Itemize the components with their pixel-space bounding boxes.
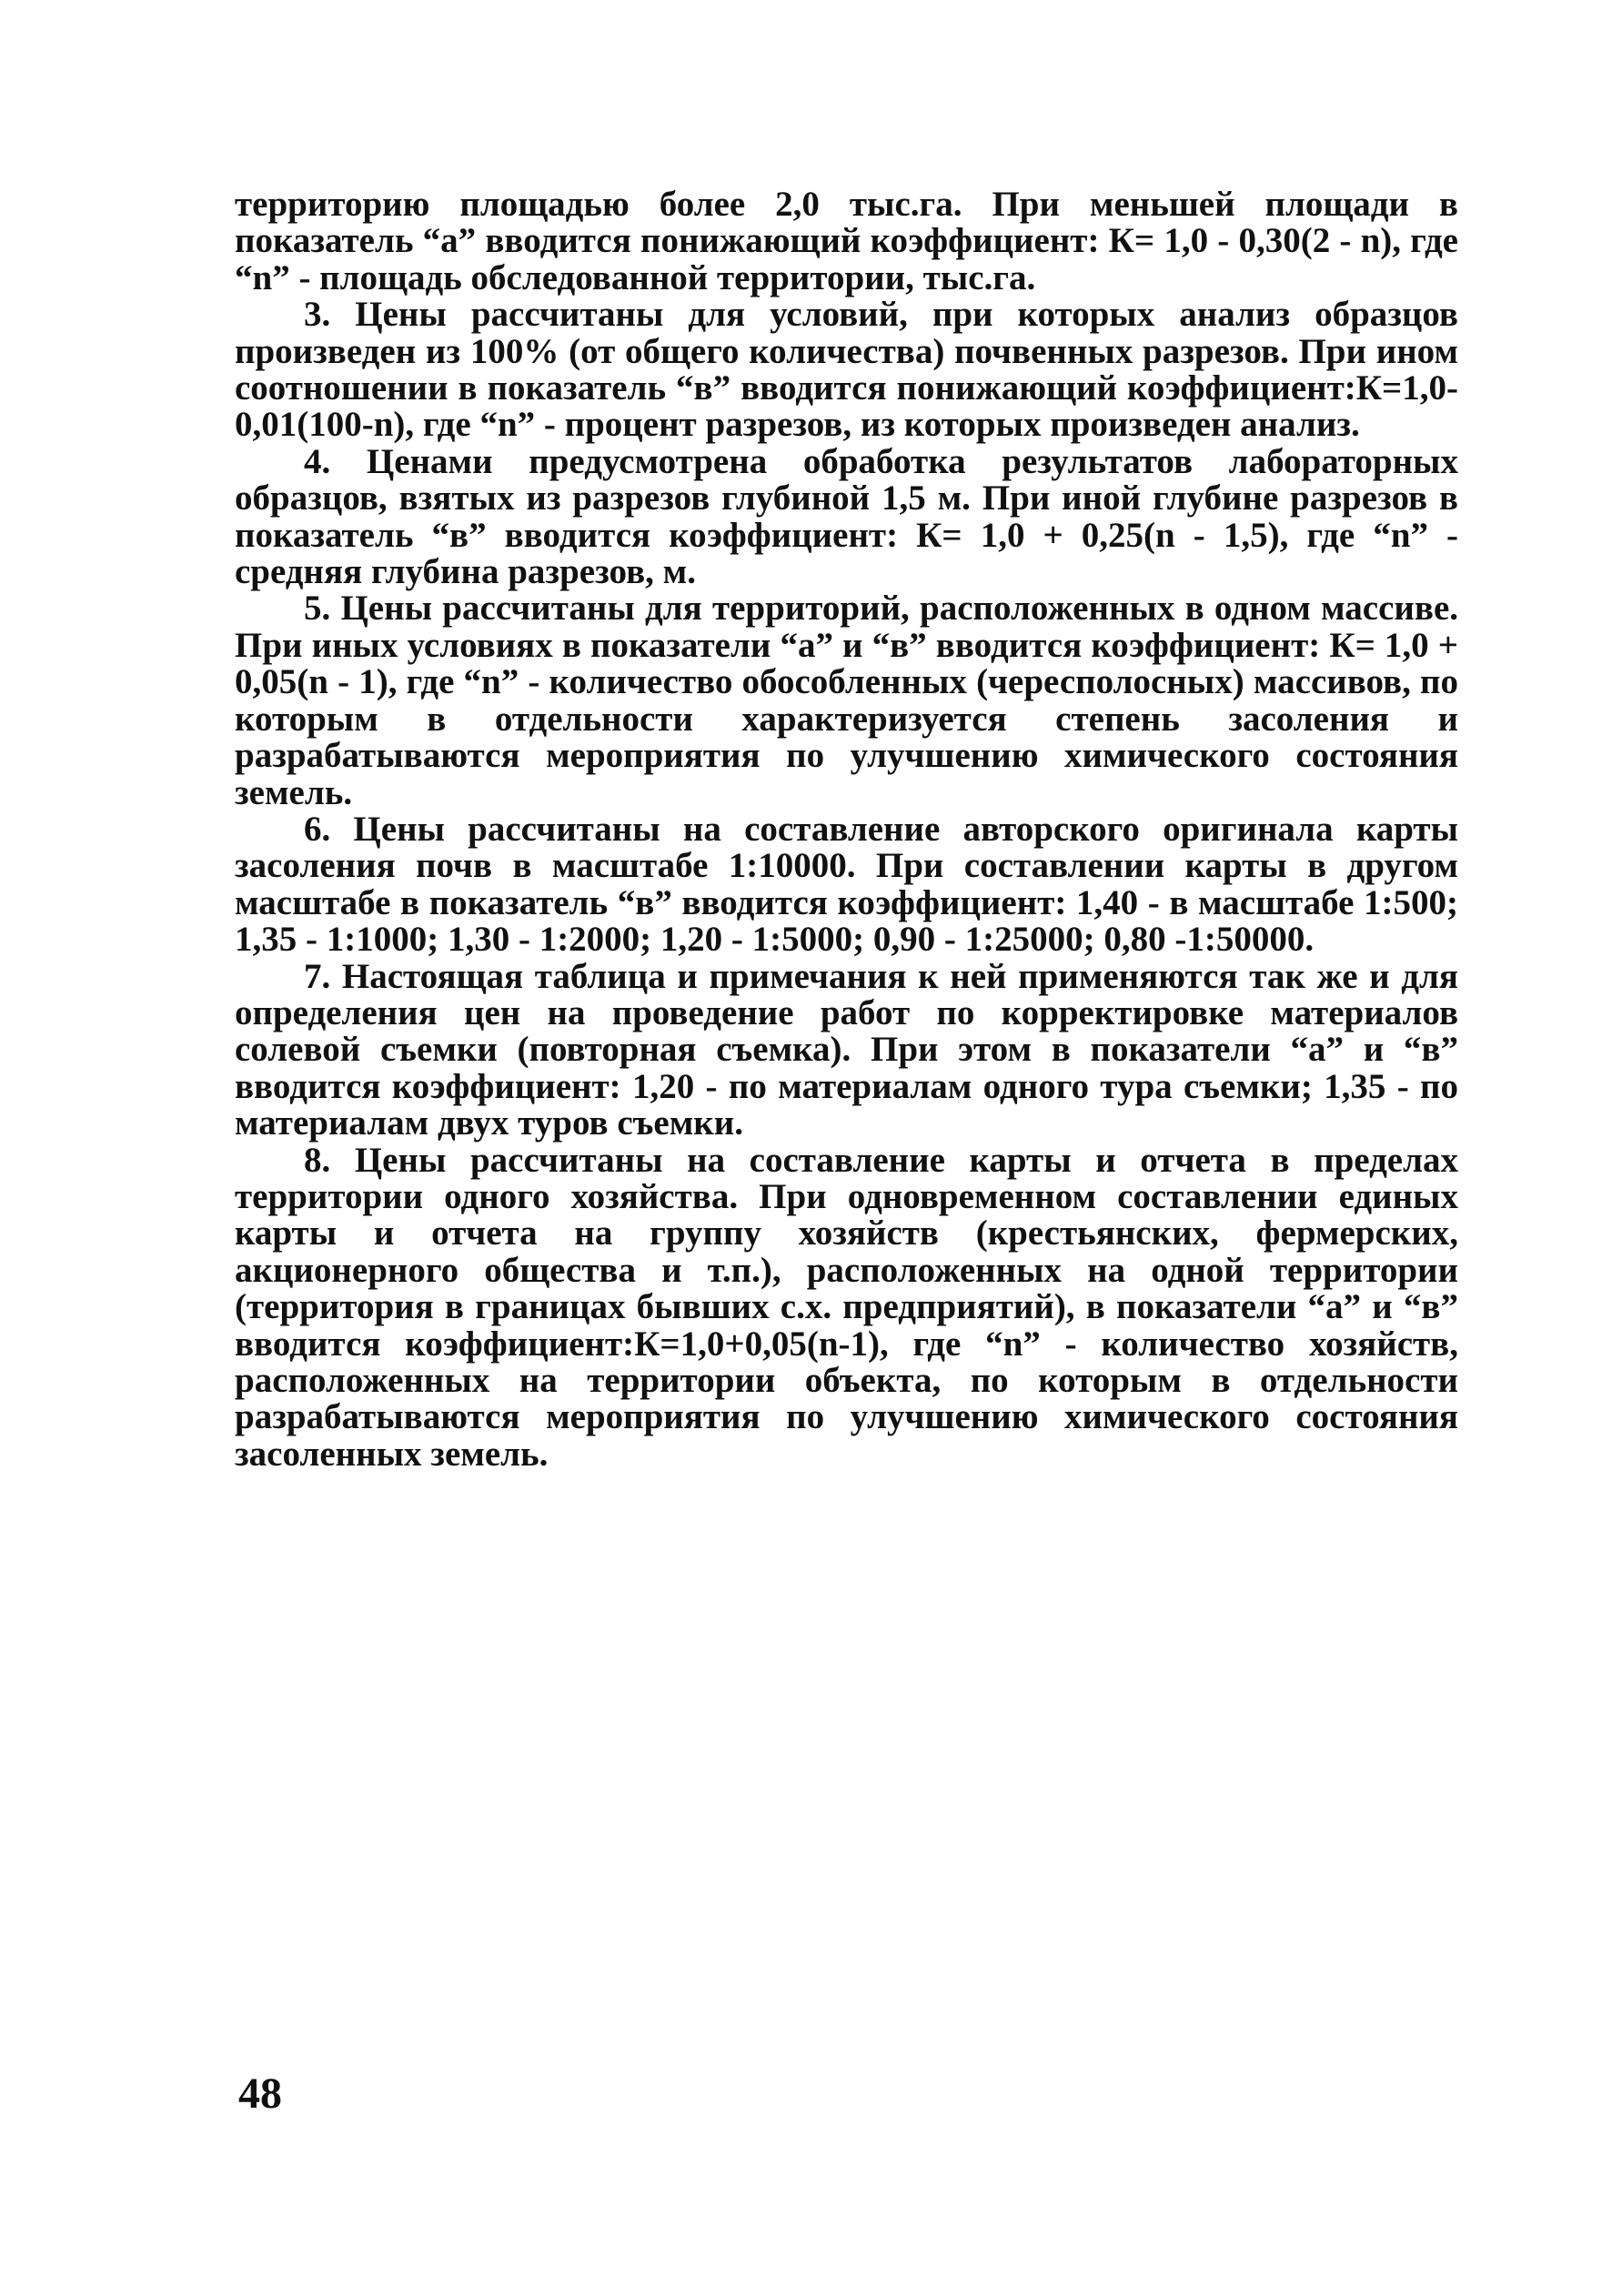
- page-number: 48: [238, 2069, 282, 2118]
- body-text: [235, 186, 1458, 1473]
- paragraph-note-6: 6. Цены рассчитаны на составление авторского оригинала карты засоления почв в масштабе 1:10000. При составлении карты в другом масштабе в показатель “в” вводится коэффициент: 1,40 - в масштабе 1:500; 1,35 - 1:1000; 1,30 - 1:2000; 1,20 - 1:5000; 0,90 - 1:25000; 0,80 -1:50000.: [235, 809, 1458, 960]
- paragraph-note-7: 7. Настоящая таблица и примечания к ней применяются так же и для определения цен на проведение работ по корректировке материалов солевой съемки (повторная съемка). При этом в показатели “а” и “в” вводится коэффициент: 1,20 - по материалам одного тура съемки; 1,35 - по материалам двух туров съемки.: [235, 956, 1458, 1143]
- paragraph-continuation: территорию площадью более 2,0 тыс.га. При меньшей площади в показатель “а” вводится понижающий коэффициент: К= 1,0 - 0,30(2 - n), где “n” - площадь обследованной территории, тыс.га.: [235, 185, 1458, 297]
- paragraph-note-3: 3. Цены рассчитаны для условий, при которых анализ образцов произведен из 100% (от общего количества) почвенных разрезов. При ином соотношении в показатель “в” вводится понижающий коэффициент:К=1,0-0,01(100-n), где “n” - процент разрезов, из которых произведен анализ.: [235, 295, 1458, 445]
- paragraph-note-8: 8. Цены рассчитаны на составление карты и отчета в пределах территории одного хозяйства. При одновременном составлении единых карты и отчета на группу хозяйств (крестьянских, фермерских, акционерного общества и т.п.), расположенных на одной территории (территория в границах бывших с.х. предприятий), в показатели “а” и “в” вводится коэффициент:К=1,0+0,05(n-1), где “n” - количество хозяйств, расположенных на территории объекта, по которым в отдельности разрабатываются мероприятия по улучшению химического состояния засоленных земель.: [235, 1140, 1458, 1474]
- paragraph-note-5: 5. Цены рассчитаны для территорий, расположенных в одном массиве. При иных условиях в показатели “а” и “в” вводится коэффициент: К= 1,0 + 0,05(n - 1), где “n” - количество обособленных (чересполосных) массивов, по которым в отдельности характеризуется степень засоления и разрабатываются мероприятия по улучшению химического состояния земель.: [235, 589, 1458, 812]
- paragraph-note-4: 4. Ценами предусмотрена обработка результатов лабораторных образцов, взятых из разрезов глубиной 1,5 м. При иной глубине разрезов в показатель “в” вводится коэффициент: К= 1,0 + 0,25(n - 1,5), где “n” - средняя глубина разрезов, м.: [235, 441, 1458, 592]
